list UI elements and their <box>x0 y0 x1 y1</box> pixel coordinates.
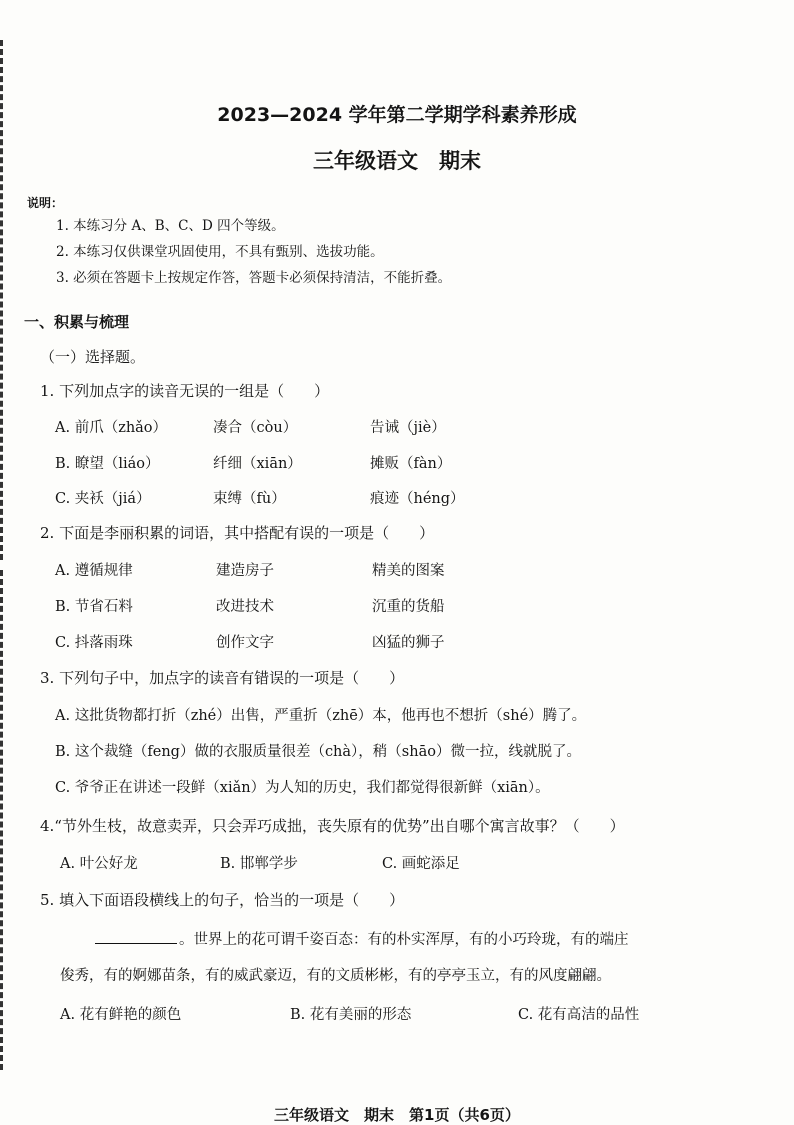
q2-option-c: C. 抖落雨珠 <box>55 635 133 651</box>
q1-option-c-word2: 束缚（fù） <box>213 491 286 507</box>
q2-option-c-word3: 凶猛的狮子 <box>372 635 445 651</box>
q2-option-c-word2: 创作文字 <box>216 635 274 651</box>
q5-option-a: A. 花有鲜艳的颜色 <box>60 1007 182 1023</box>
question-3-stem: 3. 下列句子中，加点字的读音有错误的一项是（ ） <box>40 669 405 687</box>
exam-subtitle: 三年级语文 期末 <box>313 149 481 173</box>
page-footer: 三年级语文 期末 第1页（共6页） <box>274 1106 520 1124</box>
question-1-stem: 1. 下列加点字的读音无误的一组是（ ） <box>40 382 330 400</box>
question-5-stem: 5. 填入下面语段横线上的句子，恰当的一项是（ ） <box>40 891 405 909</box>
q4-option-a: A. 叶公好龙 <box>60 856 138 872</box>
answer-blank[interactable] <box>95 943 177 944</box>
q3-option-c: C. 爷爷正在讲述一段鲜（xiǎn）为人知的历史，我们都觉得很新鲜（xiān）。 <box>55 780 550 796</box>
q5-passage-text: 。世界上的花可谓千姿百态：有的朴实浑厚，有的小巧玲珑，有的端庄 <box>179 932 629 948</box>
q1-option-c-word3: 痕迹（héng） <box>370 491 465 507</box>
q5-passage-line-1 <box>95 928 629 949</box>
exam-title: 2023—2024 学年第二学期学科素养形成 <box>217 104 577 126</box>
note-item: 2. 本练习仅供课堂巩固使用，不具有甄别、选拔功能。 <box>56 244 384 260</box>
q2-option-a-word2: 建造房子 <box>216 563 274 579</box>
q1-option-c: C. 夹袄（jiá） <box>55 491 151 507</box>
subsection-title: （一）选择题。 <box>40 348 146 366</box>
question-2-stem: 2. 下面是李丽积累的词语，其中搭配有误的一项是（ ） <box>40 524 435 542</box>
q2-option-b-word3: 沉重的货船 <box>372 599 445 615</box>
q2-option-b-word2: 改进技术 <box>216 599 274 615</box>
q5-passage-line-2: 俊秀，有的婀娜苗条，有的威武豪迈，有的文质彬彬，有的亭亭玉立，有的风度翩翩。 <box>60 968 611 984</box>
q5-option-c: C. 花有高洁的品性 <box>518 1007 640 1023</box>
q4-option-b: B. 邯郸学步 <box>220 856 298 872</box>
q3-option-b: B. 这个裁缝（feng）做的衣服质量很差（chà），稍（shāo）微一拉，线就脱了。 <box>55 744 581 760</box>
question-4-stem: 4.“节外生枝，故意卖弄，只会弄巧成拙，丧失原有的优势”出自哪个寓言故事？（ ） <box>40 817 625 835</box>
q5-option-b: B. 花有美丽的形态 <box>290 1007 412 1023</box>
q1-option-a-word3: 告诫（jiè） <box>370 420 446 436</box>
note-item: 1. 本练习分 A、B、C、D 四个等级。 <box>56 218 285 234</box>
section-title: 一、积累与梳理 <box>24 313 130 331</box>
q1-option-b-word3: 摊贩（fàn） <box>370 456 452 472</box>
q1-option-b-word2: 纤细（xiān） <box>213 456 302 472</box>
q2-option-a-word3: 精美的图案 <box>372 563 445 579</box>
q1-option-a-word2: 凑合（còu） <box>213 420 298 436</box>
notes-heading: 说明： <box>27 196 64 210</box>
q2-option-b: B. 节省石料 <box>55 599 133 615</box>
q1-option-b: B. 瞭望（liáo） <box>55 456 160 472</box>
q2-option-a: A. 遵循规律 <box>55 563 133 579</box>
q3-option-a: A. 这批货物都打折（zhé）出售，严重折（zhē）本，他再也不想折（shé）腾了。 <box>55 708 587 724</box>
q1-option-a: A. 前爪（zhǎo） <box>55 420 168 436</box>
note-item: 3. 必须在答题卡上按规定作答，答题卡必须保持清洁，不能折叠。 <box>56 270 452 286</box>
q4-option-c: C. 画蛇添足 <box>382 856 460 872</box>
binding-line-bottom <box>0 570 13 1070</box>
